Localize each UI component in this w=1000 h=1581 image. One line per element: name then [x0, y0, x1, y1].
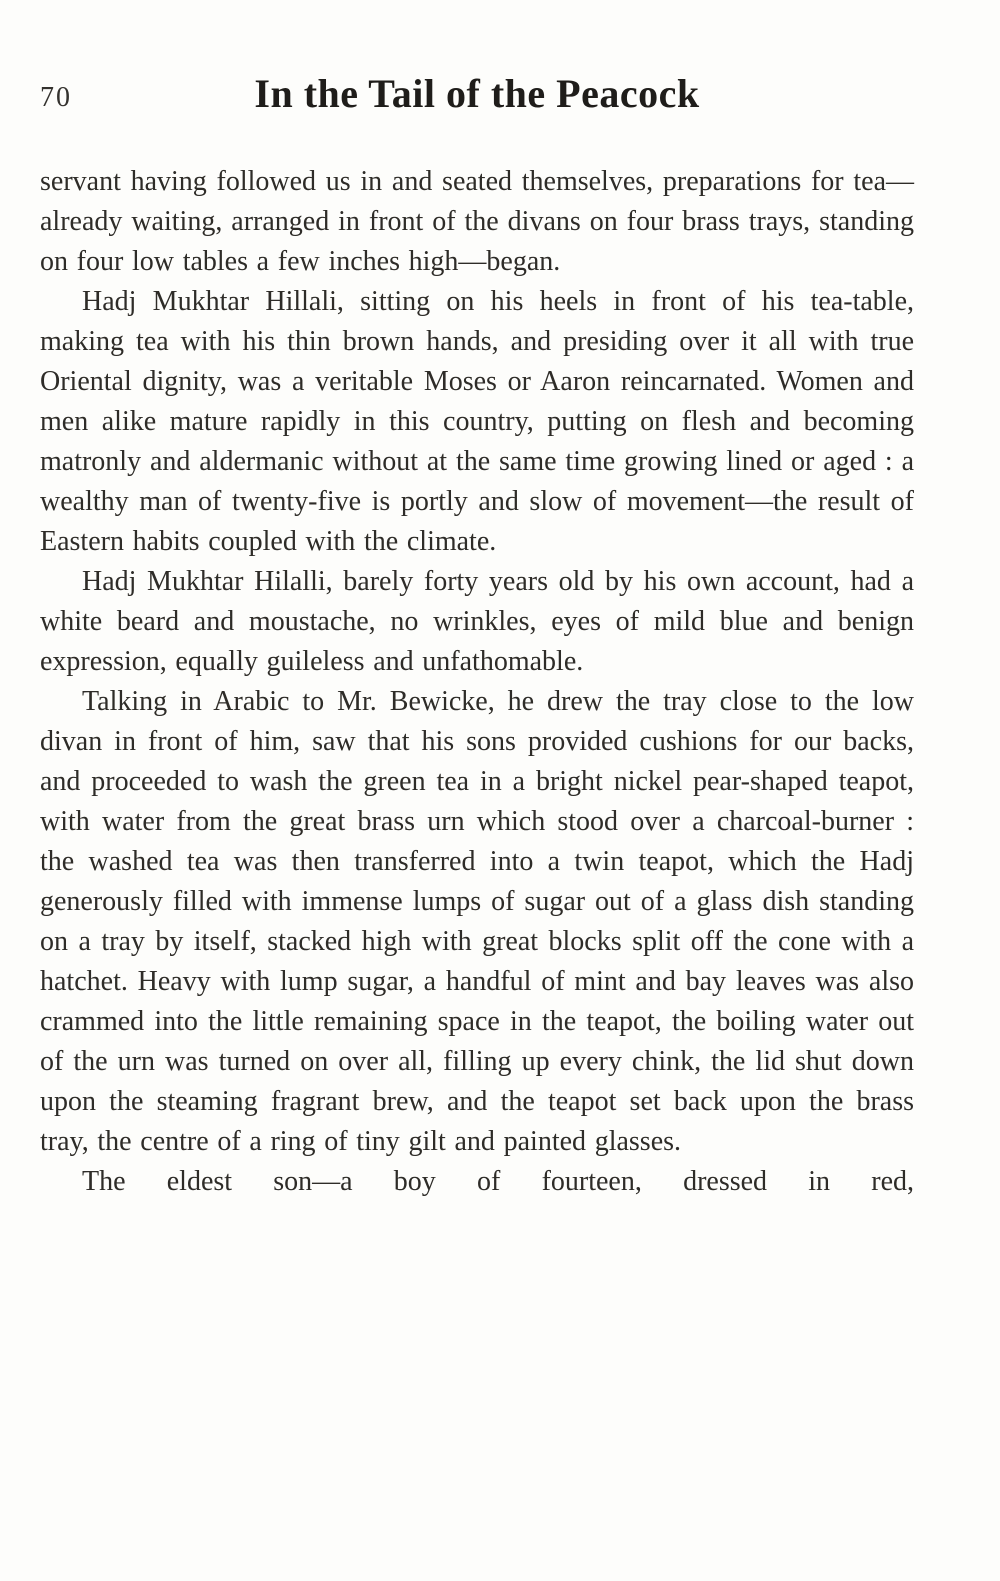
- page-body: [40, 162, 914, 1202]
- page-number: 70: [40, 82, 72, 113]
- paragraph: Talking in Arabic to Mr. Bewicke, he drew the tray close to the low divan in front of him, saw that his sons provided cushions for our backs, and proceeded to wash the green tea in a bright nickel pear-shaped teapot, with water from the great brass urn which stood over a charcoal-burner : the washed tea was then transferred into a twin teapot, which the Hadj generously filled with immense lumps of sugar out of a glass dish standing on a tray by itself, stacked high with great blocks split off the cone with a hatchet. Heavy with lump sugar, a handful of mint and bay leaves was also crammed into the little remaining space in the teapot, the boiling water out of the urn was turned on over all, filling up every chink, the lid shut down upon the steaming fragrant brew, and the teapot set back upon the brass tray, the centre of a ring of tiny gilt and painted glasses.: [40, 686, 914, 1157]
- paragraph: The eldest son—a boy of fourteen, dressed in red,: [82, 1166, 914, 1197]
- paragraph: Hadj Mukhtar Hilalli, barely forty years old by his own account, had a white beard and moustache, no wrinkles, eyes of mild blue and benign expression, equally guileless and unfathomable.: [40, 566, 914, 677]
- page-title: In the Tail of the Peacock: [254, 71, 700, 116]
- page-header: [40, 68, 914, 126]
- paragraph: Hadj Mukhtar Hillali, sitting on his heels in front of his tea-table, making tea with his thin brown hands, and presiding over it all with true Oriental dignity, was a veritable Moses or Aaron reincarnated. Women and men alike mature rapidly in this country, putting on flesh and becoming matronly and aldermanic without at the same time growing lined or aged : a wealthy man of twenty-five is portly and slow of movement—the result of Eastern habits coupled with the climate.: [40, 286, 914, 557]
- paragraph: servant having followed us in and seated themselves, preparations for tea—already waiting, arranged in front of the divans on four brass trays, standing on four low tables a few inches high—began.: [40, 166, 914, 277]
